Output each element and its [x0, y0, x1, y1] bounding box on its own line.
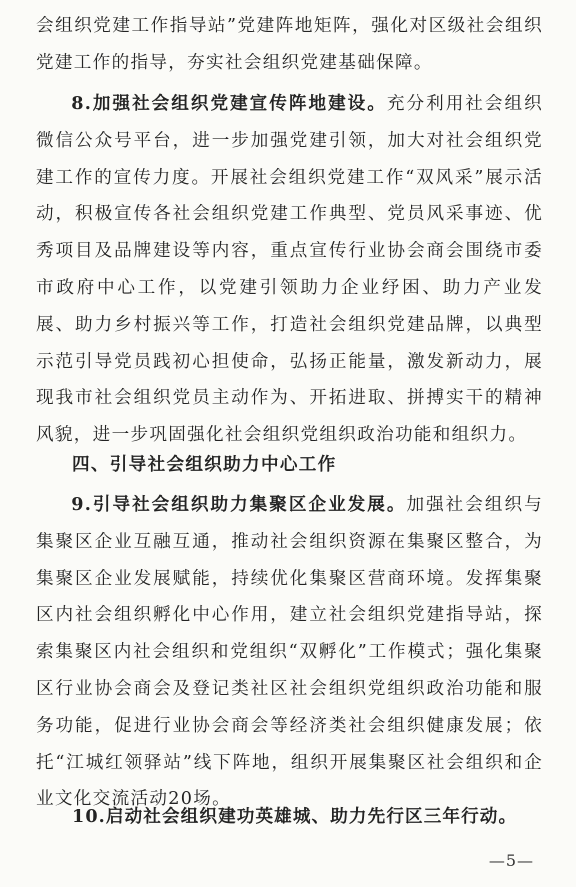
continuation-paragraph [36, 8, 543, 82]
item-8-paragraph [36, 86, 543, 454]
item-8-title: 8.加强社会组织党建宣传阵地建设。 [71, 93, 387, 114]
page-number: —5— [488, 851, 534, 870]
continuation-text: 会组织党建工作指导站”党建阵地矩阵，强化对区级社会组织党建工作的指导，夯实社会组织党建基础保障。 [36, 16, 543, 73]
section-4-heading: 四、引导社会组织助力中心工作 [72, 454, 337, 475]
item-10-title: 10.启动社会组织建功英雄城、助力先行区三年行动。 [72, 806, 518, 827]
item-9-paragraph [36, 487, 543, 818]
item-9-text [36, 487, 543, 818]
item-9-title: 9.引导社会组织助力集聚区企业发展。 [71, 494, 407, 515]
item-8-text [36, 86, 543, 454]
item-9-body: 加强社会组织与集聚区企业互融互通，推动社会组织资源在集聚区整合，为集聚区企业发展赋能，持续优化集聚区营商环境。发挥集聚区内社会组织孵化中心作用，建立社会组织党建指导站，探索集聚区内社会组织和党组织“双孵化”工作模式；强化集聚区行业协会商会及登记类社区社会组织党组织政治功能和服务功能，促进行业协会商会等经济类社会组织健康发展；依托“江城红领驿站”线下阵地，组织开展集聚区社会组织和企业文化交流活动20场。 [36, 495, 543, 810]
item-8-body: 充分利用社会组织微信公众号平台，进一步加强党建引领，加大对社会组织党建工作的宣传力度。开展社会组织党建工作“双风采”展示活动，积极宣传各社会组织党建工作典型、党员风采事迹、优秀项目及品牌建设等内容，重点宣传行业协会商会围绕市委市政府中心工作，以党建引领助力企业纾困、助力产业发展、助力乡村振兴等工作，打造社会组织党建品牌，以典型示范引导党员践初心担使命，弘扬正能量，激发新动力，展现我市社会组织党员主动作为、开拓进取、拼搏实干的精神风貌，进一步巩固强化社会组织党组织政治功能和组织力。 [36, 94, 543, 446]
